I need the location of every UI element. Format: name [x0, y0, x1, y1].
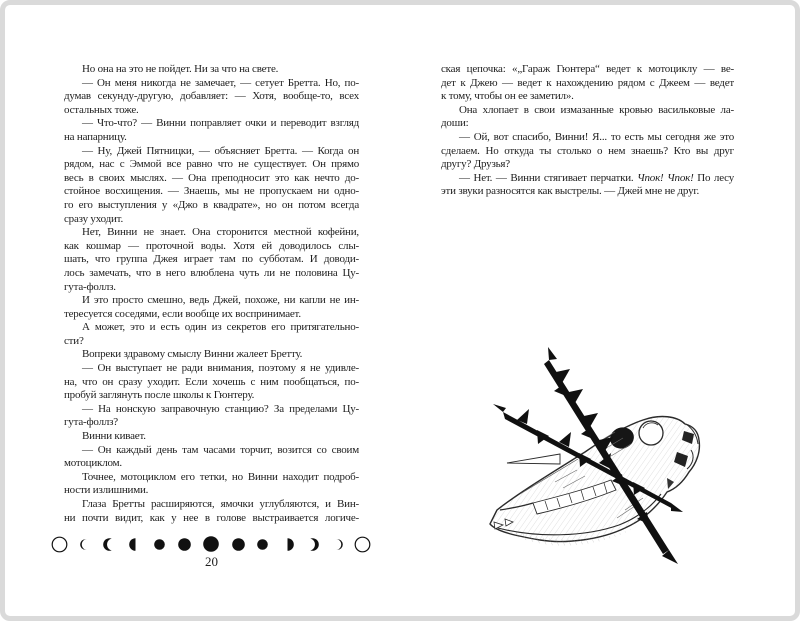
text-line: — Что-что? — Винни поправляет очки и переводит взгляд: [82, 117, 359, 130]
moon-crescent-right-icon: [305, 537, 320, 552]
text-line: на, что он сразу уходит. Если хочешь с ним пообщаться, по-: [64, 375, 359, 388]
moon-gibbous-left-icon: [153, 538, 166, 551]
text-line: к тому, чтобы он ее заметил».: [441, 90, 574, 103]
text-line: ности излишними.: [64, 484, 149, 497]
text-line: А может, это и есть один из секретов его притягательно-: [82, 321, 359, 334]
text-line: гута-фоллз?: [64, 416, 118, 429]
text-line: как кошмар — проточной воды. Хотя ей доводилось слы-: [64, 239, 359, 252]
text-line: доши:: [441, 117, 469, 130]
text-line: остальных тоже.: [64, 103, 139, 116]
text-line: — Ой, вот спасибо, Винни! Я... то есть мы сегодня же это: [459, 130, 734, 143]
text-line: сразу уходит.: [64, 212, 124, 225]
text-line: рядом, нас с Эммой все равно что не существует. Он прямо: [64, 158, 359, 171]
moon-gibbous-right-icon: [256, 538, 269, 551]
moon-half-right-icon: [280, 537, 295, 552]
text-line: — Он меня никогда не замечает, — сетует Бретта. Но, по-: [82, 76, 359, 89]
moon-phases-decoration: [51, 534, 371, 554]
moon-crescent-left-icon: [102, 537, 117, 552]
text-line: тересуется соседями, если вообще их воспринимает.: [64, 307, 301, 320]
text-line: мотоциклом.: [64, 457, 122, 470]
text-line: — На нонскую заправочную станцию? За пределами Цу-: [82, 402, 359, 415]
text-line: Винни кивает.: [82, 430, 146, 443]
text-line: дет к Джею — ведет к нахождению рядом с Джеем — ведет: [441, 76, 734, 89]
text-line: — Нет. — Винни стягивает перчатки. Чпок! Чпок! По лесу: [459, 171, 734, 184]
text-line: думав секунду-другую, добавляет: — Хотя, вообще-то, всех: [64, 90, 359, 103]
text-line: Она хлопает в свои измазанные кровью васильковые ла-: [459, 103, 734, 116]
text-line: Нет, Винни не знает. Она сторонится местной кофейни,: [82, 226, 359, 239]
text-line: ни почти видит, как у нее в голове выстраивается логиче-: [64, 511, 359, 524]
text-line: лось замечать, что в него влюблена чуть ли не половина Цу-: [64, 266, 359, 279]
moon-full-small-left-icon: [177, 537, 192, 552]
text-line: на напарницу.: [64, 130, 127, 143]
text-line: сти?: [64, 334, 84, 347]
text-line: Точнее, мотоциклом его тетки, но Винни находит подроб-: [82, 470, 359, 483]
text-line: стойное восхищения. — Знаешь, мы не пропускаем ни одно-: [64, 185, 359, 198]
text-line: И это просто смешно, ведь Джей, похоже, ни капли не ин-: [82, 294, 359, 307]
text-line: — Он выступает не ради внимания, поэтому я не удивле-: [82, 362, 359, 375]
text-line: — Он каждый день там часами торчит, возится со своим: [82, 443, 359, 456]
text-line: пробуй заглянуть после школы к Гюнтеру.: [64, 389, 255, 402]
text-line: сделаем. Но откуда ты столько о нем знаешь? Кто вы друг: [441, 144, 734, 157]
page-number: 20: [205, 554, 218, 569]
text-line: шать, что группа Джея играет там по субботам. И доводи-: [64, 253, 359, 266]
text-line: — Ну, Джей Пятницки, — объясняет Бретта. — Когда он: [82, 144, 359, 157]
moon-half-left-icon: [128, 537, 143, 552]
text-line: гута-фоллз.: [64, 280, 116, 293]
text-line: эти звуки разносятся как выстрелы. — Джей мне не друг.: [441, 185, 699, 198]
text-line: Но она на это не пойдет. Ни за что на свете.: [82, 63, 279, 75]
text-line: Глаза Бретты расширяются, ямочки углубляются, и Вин-: [82, 498, 359, 510]
moon-new-outline-left-icon: [51, 536, 68, 553]
moon-crescent-thin-right-icon: [331, 538, 344, 551]
text-line: другу? Друзья?: [441, 158, 510, 171]
text-line: ская цепочка: «„Гараж Гюнтера“ ведет к мотоциклу — ве-: [441, 63, 734, 75]
left-page-text-column: [64, 63, 359, 525]
moon-full-large-icon: [202, 535, 220, 553]
right-page-text-column: [441, 63, 734, 199]
skull-illustration: [465, 332, 750, 577]
moon-full-small-right-icon: [231, 537, 246, 552]
moon-new-outline-right-icon: [354, 536, 371, 553]
text-line: Вопреки здравому смыслу Винни жалеет Бретту.: [82, 348, 303, 361]
text-line: весь в своих мыслях. — Она преподносит это как нечто до-: [64, 171, 359, 184]
moon-crescent-thin-left-icon: [79, 538, 92, 551]
text-line: го его выступления у «Джо в квадрате», но он потом всегда: [64, 198, 359, 211]
